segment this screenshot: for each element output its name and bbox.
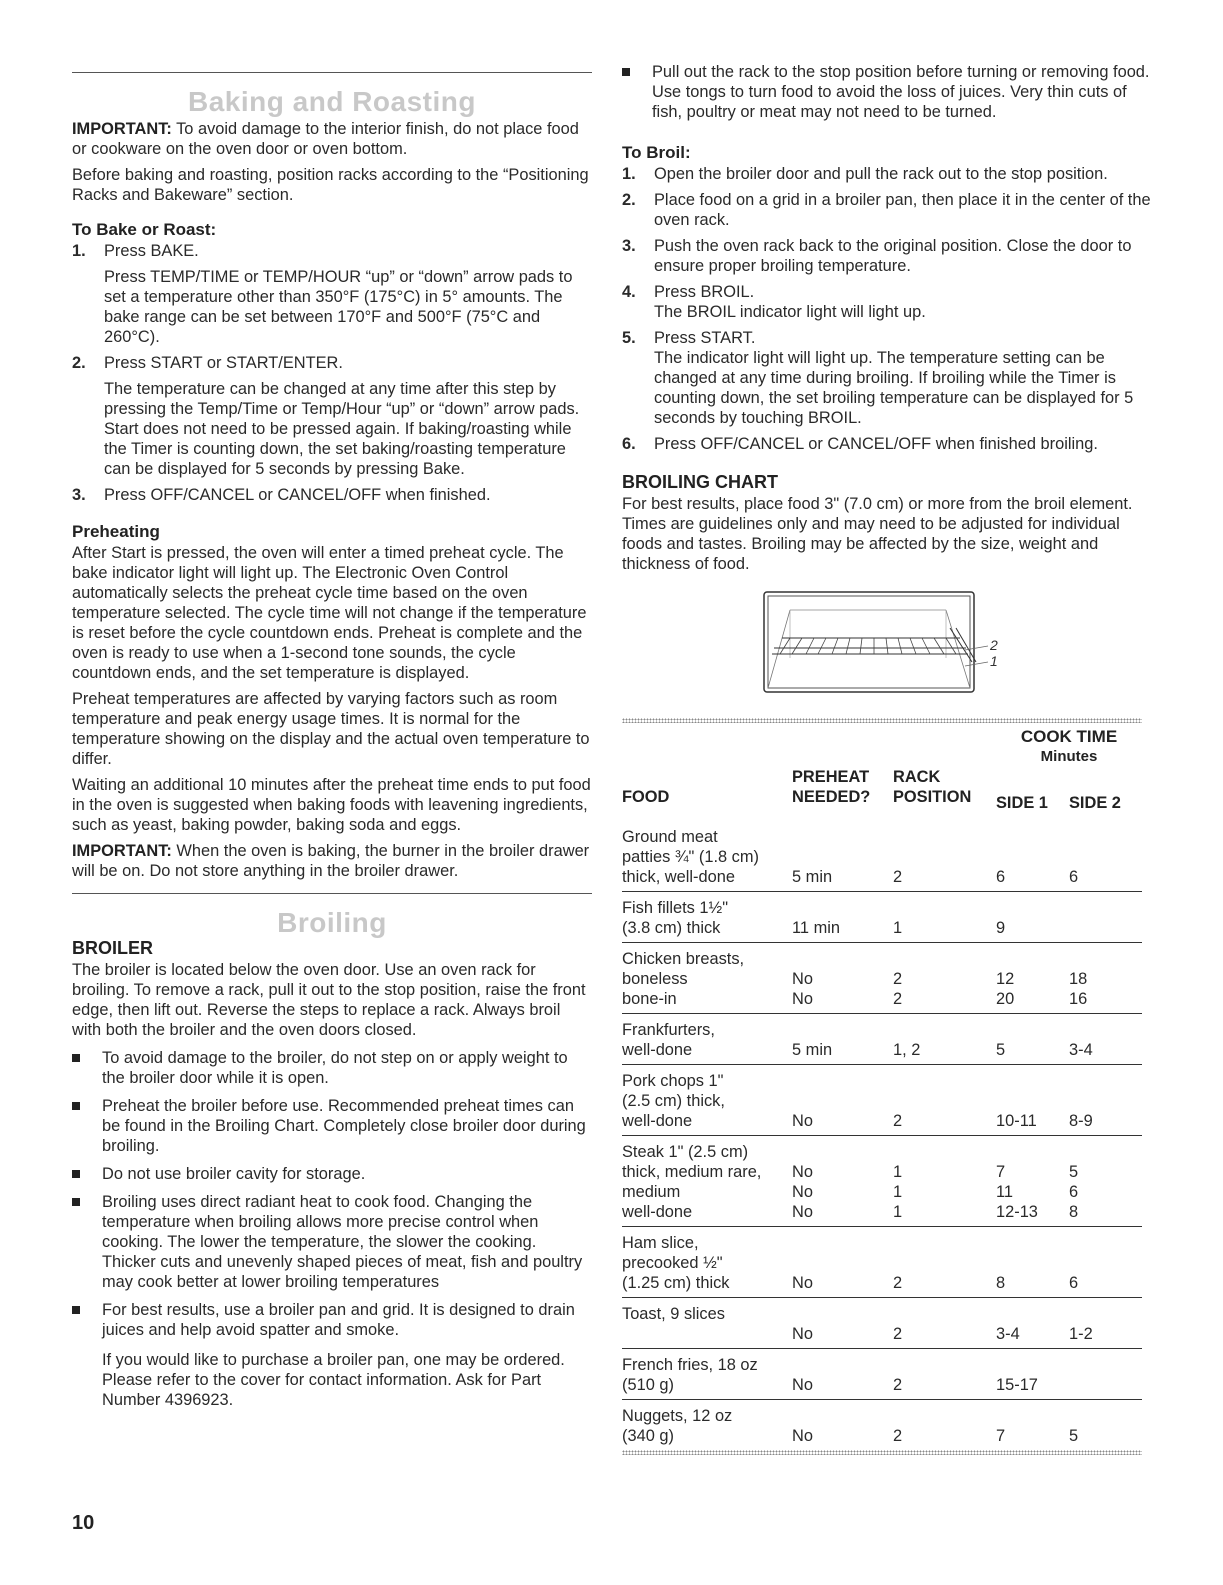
bullet-square-icon xyxy=(72,1198,80,1206)
preheat-cell xyxy=(792,1065,893,1136)
food-cell-line: well-done xyxy=(622,1203,693,1221)
food-cell xyxy=(622,1298,792,1349)
broiling-chart-heading: BROILING CHART xyxy=(622,472,778,492)
side1-cell xyxy=(996,1227,1069,1298)
rack-cell xyxy=(893,1349,996,1400)
broiler-pan-note: If you would like to purchase a broiler pan, one may be ordered. Please refer to the cover for contact information. Ask for Part Number 4396923. xyxy=(102,1351,565,1409)
food-cell-line: Steak 1" (2.5 cm) xyxy=(622,1143,749,1161)
food-cell-line: thick, well-done xyxy=(622,868,735,886)
side2-cell-line: 16 xyxy=(1069,990,1088,1008)
food-cell-line: French fries, 18 oz xyxy=(622,1356,758,1374)
bullet-text: Pull out the rack to the stop position before turning or removing food. Use tongs to turn food to avoid the loss of juices. Very thin cuts of fish, poultry or meat may not need to be turned. xyxy=(652,63,1150,121)
rack-cell-line: 2 xyxy=(893,868,903,886)
side2-cell-line: 6 xyxy=(1069,1183,1079,1201)
preheat-cell-line xyxy=(792,827,893,847)
side2-cell-line: 18 xyxy=(1069,970,1088,988)
side2-cell-line: 8 xyxy=(1069,1203,1079,1221)
food-cell-line: bone-in xyxy=(622,990,677,1008)
preheat-cell-line xyxy=(792,1020,893,1040)
side1-cell-line: 12 xyxy=(996,970,1015,988)
side2-cell-line xyxy=(1069,1406,1142,1426)
rack-cell-line xyxy=(893,1304,996,1324)
side2-cell-line xyxy=(1069,1304,1142,1324)
left-column xyxy=(72,0,592,1410)
preheat-cell-line: No xyxy=(792,1112,813,1130)
rack-cell xyxy=(893,1298,996,1349)
food-cell xyxy=(622,1227,792,1298)
side2-cell-line: 1-2 xyxy=(1069,1325,1093,1343)
preheat-cell-line xyxy=(792,949,893,969)
rack-cell-line xyxy=(893,1142,996,1162)
table-row xyxy=(622,1227,1142,1298)
step-detail: Press TEMP/TIME or TEMP/HOUR “up” or “down” arrow pads to set a temperature other than 350°F (175°C) in 5° amounts. The bake range can be set between 170°F and 500°F (75°C and 260°C). xyxy=(104,268,573,346)
rack-cell-line xyxy=(893,847,996,867)
rack-cell-line xyxy=(893,1355,996,1375)
side1-cell xyxy=(996,1136,1069,1227)
side2-cell-line xyxy=(1069,1233,1142,1253)
side2-cell xyxy=(1069,1298,1142,1349)
baking-section-title: Baking and Roasting xyxy=(188,86,476,117)
side1-cell xyxy=(996,1298,1069,1349)
broiling-section-title: Broiling xyxy=(277,907,387,938)
food-cell-line: thick, medium rare, xyxy=(622,1163,762,1181)
bullet-square-icon xyxy=(72,1170,80,1178)
side2-cell xyxy=(1069,1349,1142,1400)
side2-cell-line xyxy=(1069,827,1142,847)
rack-cell xyxy=(893,1227,996,1298)
step-detail: The BROIL indicator light will light up. xyxy=(654,303,926,321)
table-header-row xyxy=(622,767,1142,821)
side2-cell-line: 6 xyxy=(1069,868,1079,886)
bullet-item xyxy=(72,1164,592,1184)
side1-cell-line xyxy=(996,847,1069,867)
broil-heading: To Broil: xyxy=(622,143,691,162)
rack-position-label-upper: 2 xyxy=(990,637,998,653)
rack-cell xyxy=(893,892,996,943)
food-cell xyxy=(622,892,792,943)
side2-cell xyxy=(1069,1227,1142,1298)
preheating-paragraph: After Start is pressed, the oven will enter a timed preheat cycle. The bake indicator light will light up. The Electronic Oven Control automatically selects the preheat cycle time based on the oven temperature selected. The cycle time will not change if the temperature is reset before the cycle countdown ends. Preheat is complete and the oven is ready to use when a 1-second tone sounds, the cycle countdown ends, and the set temperature is displayed. xyxy=(72,544,587,682)
step-number: 4. xyxy=(622,283,636,301)
side1-cell-line: 6 xyxy=(996,868,1006,886)
preheat-header-line2: NEEDED? xyxy=(792,788,871,806)
side2-cell-line xyxy=(1069,918,1142,938)
side1-cell-line: 8 xyxy=(996,1274,1006,1292)
rack-cell-line: 2 xyxy=(893,1376,903,1394)
preheat-cell-line xyxy=(792,1142,893,1162)
bullet-text: Broiling uses direct radiant heat to cook food. Changing the temperature when broiling allows more precise control when cooking. The lower the temperature, the slower the cooking. Thicker cuts and unevenly shaped pieces of meat, fish and poultry may cook better at lower broiling temperatures xyxy=(102,1193,583,1291)
preheat-cell-line xyxy=(792,1355,893,1375)
side1-cell-line: 10-11 xyxy=(996,1112,1037,1130)
broiler-bullets xyxy=(72,1048,592,1410)
side1-cell-line xyxy=(996,1091,1069,1111)
table-row xyxy=(622,943,1142,1014)
side2-cell xyxy=(1069,943,1142,1014)
rack-cell-line xyxy=(893,1071,996,1091)
preheat-cell xyxy=(792,1227,893,1298)
rack-cell-line: 2 xyxy=(893,1325,903,1343)
step-detail: The temperature can be changed at any time after this step by pressing the Temp/Time or Temp/Hour “up” or “down” arrow pads. Start does not need to be pressed again. If baking/roasting while the Timer is counting down, the set baking/roasting temperature can be displayed for 5 seconds by pressing Bake. xyxy=(104,380,580,478)
side2-cell xyxy=(1069,892,1142,943)
step-text: Place food on a grid in a broiler pan, then place it in the center of the oven rack. xyxy=(654,191,1151,229)
side1-cell xyxy=(996,1014,1069,1065)
side1-cell-line: 7 xyxy=(996,1427,1006,1445)
rack-position-label-lower: 1 xyxy=(990,653,998,669)
side2-cell xyxy=(1069,1065,1142,1136)
bullet-text: To avoid damage to the broiler, do not step on or apply weight to the broiler door while it is open. xyxy=(102,1049,568,1087)
rack-cell xyxy=(893,821,996,892)
section-divider xyxy=(72,72,592,73)
side2-cell-line: 8-9 xyxy=(1069,1112,1093,1130)
step-text: Press BAKE. xyxy=(104,242,199,260)
preheat-cell-line: No xyxy=(792,970,813,988)
step-text: Press OFF/CANCEL or CANCEL/OFF when finished broiling. xyxy=(654,435,1098,453)
food-cell-line: Chicken breasts, xyxy=(622,950,745,968)
right-column xyxy=(622,0,1152,1455)
step-number: 2. xyxy=(622,191,636,209)
food-cell-line: medium xyxy=(622,1183,681,1201)
bullet-item xyxy=(72,1300,592,1410)
bullet-square-icon xyxy=(72,1054,80,1062)
preheat-cell-line: No xyxy=(792,1183,813,1201)
side2-cell-line xyxy=(1069,1071,1142,1091)
food-cell-line: boneless xyxy=(622,970,688,988)
table-row xyxy=(622,1400,1142,1451)
side1-cell xyxy=(996,892,1069,943)
preheat-cell-line xyxy=(792,1071,893,1091)
table-row xyxy=(622,821,1142,892)
preheat-cell-line: 5 min xyxy=(792,1041,833,1059)
rack-cell xyxy=(893,1014,996,1065)
side2-cell-line: 5 xyxy=(1069,1427,1079,1445)
rack-header-line2: POSITION xyxy=(893,788,972,806)
preheat-cell xyxy=(792,1014,893,1065)
preheat-cell-line xyxy=(792,1091,893,1111)
food-cell-line: (2.5 cm) thick, xyxy=(622,1092,725,1110)
side2-header: SIDE 2 xyxy=(1069,794,1121,812)
side1-cell-line: 3-4 xyxy=(996,1325,1020,1343)
step-text: Press START or START/ENTER. xyxy=(104,354,343,372)
step-number: 6. xyxy=(622,435,636,453)
preheat-header xyxy=(792,767,893,821)
side2-cell xyxy=(1069,1400,1142,1451)
side1-cell xyxy=(996,821,1069,892)
rack-cell-line: 1 xyxy=(893,1183,903,1201)
table-row xyxy=(622,1014,1142,1065)
rack-cell-line xyxy=(893,1020,996,1040)
food-cell xyxy=(622,1136,792,1227)
side2-cell-line xyxy=(1069,1142,1142,1162)
side1-cell-line xyxy=(996,827,1069,847)
side2-cell-line xyxy=(1069,1020,1142,1040)
broil-step xyxy=(622,190,1152,230)
food-cell-line: (3.8 cm) thick xyxy=(622,919,721,937)
baking-intro: Before baking and roasting, position racks according to the “Positioning Racks and Bakeware” section. xyxy=(72,166,589,204)
food-cell-line xyxy=(622,1324,792,1344)
rack-cell xyxy=(893,943,996,1014)
rack-cell-line: 2 xyxy=(893,970,903,988)
preheat-cell-line xyxy=(792,1233,893,1253)
preheat-cell xyxy=(792,1298,893,1349)
bullet-item xyxy=(622,62,1152,122)
side2-cell xyxy=(1069,821,1142,892)
bake-step xyxy=(72,485,592,505)
table-bottom-border xyxy=(622,1450,1142,1455)
side1-cell-line: 15-17 xyxy=(996,1376,1038,1394)
rack-cell-line: 2 xyxy=(893,990,903,1008)
food-cell-line: well-done xyxy=(622,1112,693,1130)
rack-cell xyxy=(893,1065,996,1136)
rack-header xyxy=(893,767,996,821)
bullet-square-icon xyxy=(72,1102,80,1110)
table-row xyxy=(622,1349,1142,1400)
broil-steps xyxy=(622,164,1152,454)
preheat-cell-line xyxy=(792,847,893,867)
side1-cell xyxy=(996,1349,1069,1400)
important-label: IMPORTANT: xyxy=(72,120,172,138)
side1-cell-line xyxy=(996,949,1069,969)
food-cell xyxy=(622,943,792,1014)
cook-time-header xyxy=(996,723,1142,767)
preheat-cell xyxy=(792,1136,893,1227)
preheat-header-line1: PREHEAT xyxy=(792,768,870,786)
broil-step xyxy=(622,328,1152,428)
step-number: 1. xyxy=(622,165,636,183)
food-cell xyxy=(622,1400,792,1451)
side2-cell-line xyxy=(1069,1253,1142,1273)
rack-cell-line xyxy=(893,898,996,918)
preheating-paragraph: Waiting an additional 10 minutes after the preheat time ends to put food in the oven is suggested when baking foods with leavening ingredients, such as yeast, baking powder, baking soda and eggs. xyxy=(72,776,591,834)
preheat-cell-line: No xyxy=(792,1163,813,1181)
side1-cell-line xyxy=(996,1020,1069,1040)
preheat-cell-line: 5 min xyxy=(792,868,833,886)
step-text: Open the broiler door and pull the rack out to the stop position. xyxy=(654,165,1108,183)
preheat-cell xyxy=(792,1400,893,1451)
preheat-cell-line: No xyxy=(792,1203,813,1221)
important-note xyxy=(72,119,592,159)
bullet-square-icon xyxy=(622,68,630,76)
side2-cell-line xyxy=(1069,949,1142,969)
oven-rack-figure xyxy=(622,588,1152,704)
side1-cell-line xyxy=(996,1406,1069,1426)
broil-step xyxy=(622,434,1152,454)
food-cell-line: Toast, 9 slices xyxy=(622,1305,725,1323)
rack-cell-line xyxy=(893,1253,996,1273)
side1-cell-line: 9 xyxy=(996,919,1006,937)
preheat-cell-line xyxy=(792,1253,893,1273)
table-row xyxy=(622,1298,1142,1349)
broiler-heading: BROILER xyxy=(72,938,153,958)
bullet-item xyxy=(72,1096,592,1156)
table-header-row xyxy=(622,723,1142,767)
preheat-cell-line: 11 min xyxy=(792,919,840,937)
side1-cell-line: 12-13 xyxy=(996,1203,1038,1221)
food-cell xyxy=(622,1349,792,1400)
table-row xyxy=(622,1136,1142,1227)
broil-step xyxy=(622,236,1152,276)
bake-step xyxy=(72,241,592,347)
food-cell-line: (510 g) xyxy=(622,1376,674,1394)
section-divider xyxy=(72,893,592,894)
side2-cell-line xyxy=(1069,1375,1142,1395)
rack-cell xyxy=(893,1400,996,1451)
food-cell xyxy=(622,821,792,892)
food-cell-line: Pork chops 1" xyxy=(622,1072,724,1090)
food-cell xyxy=(622,1065,792,1136)
rack-cell-line xyxy=(893,949,996,969)
rack-cell-line xyxy=(893,1406,996,1426)
food-cell xyxy=(622,1014,792,1065)
food-cell-line: Fish fillets 1½" xyxy=(622,899,729,917)
food-cell-line: precooked ½" xyxy=(622,1254,723,1272)
side1-cell-line xyxy=(996,1071,1069,1091)
step-number: 1. xyxy=(72,242,86,260)
rack-cell-line: 1 xyxy=(893,919,903,937)
preheat-cell-line: No xyxy=(792,1325,813,1343)
rack-cell-line: 2 xyxy=(893,1112,903,1130)
broiling-chart-table xyxy=(622,723,1142,1450)
broiling-chart-intro: For best results, place food 3" (7.0 cm) or more from the broil element. Times are guidelines only and may need to be adjusted for individual foods and tastes. Broiling may be affected by the size, weight and thickness of food. xyxy=(622,495,1133,573)
page-number: 10 xyxy=(72,1512,95,1534)
table-row xyxy=(622,892,1142,943)
rack-cell-line xyxy=(893,827,996,847)
rack-bullet xyxy=(622,62,1152,122)
preheating-heading: Preheating xyxy=(72,522,160,541)
broil-step xyxy=(622,282,1152,322)
bullet-text: Do not use broiler cavity for storage. xyxy=(102,1165,366,1183)
side2-cell-line: 5 xyxy=(1069,1163,1079,1181)
broiling-chart-body xyxy=(622,821,1142,1450)
preheat-cell xyxy=(792,943,893,1014)
side1-cell xyxy=(996,1400,1069,1451)
preheat-cell xyxy=(792,892,893,943)
food-cell-line: well-done xyxy=(622,1041,693,1059)
side1-header: SIDE 1 xyxy=(996,794,1048,812)
food-cell-line: (340 g) xyxy=(622,1427,674,1445)
food-cell-line: Ground meat xyxy=(622,828,718,846)
step-text: Press OFF/CANCEL or CANCEL/OFF when finished. xyxy=(104,486,491,504)
important-text: To avoid damage to the interior finish, do not place food or cookware on the oven door or oven bottom. xyxy=(72,120,579,158)
rack-cell-line xyxy=(893,1233,996,1253)
bake-step xyxy=(72,353,592,479)
preheat-cell-line xyxy=(792,1406,893,1426)
preheat-cell-line xyxy=(792,1304,893,1324)
step-text: Push the oven rack back to the original position. Close the door to ensure proper broiling temperature. xyxy=(654,237,1132,275)
food-cell-line: (1.25 cm) thick xyxy=(622,1274,730,1292)
table-row xyxy=(622,1065,1142,1136)
food-cell-line: Nuggets, 12 oz xyxy=(622,1407,733,1425)
important-text: When the oven is baking, the burner in the broiler drawer will be on. Do not store anything in the broiler drawer. xyxy=(72,842,590,880)
preheat-cell-line: No xyxy=(792,1376,813,1394)
step-detail: The indicator light will light up. The temperature setting can be changed at any time during broiling. If broiling while the Timer is counting down, the set broiling temperature can be displayed for 5 seconds by touching BROIL. xyxy=(654,349,1134,427)
side2-cell-line: 6 xyxy=(1069,1274,1079,1292)
rack-cell-line: 1 xyxy=(893,1203,903,1221)
side2-cell xyxy=(1069,1136,1142,1227)
important-note xyxy=(72,841,592,881)
side1-cell-line xyxy=(996,1142,1069,1162)
rack-cell xyxy=(893,1136,996,1227)
preheat-cell-line: No xyxy=(792,990,813,1008)
food-cell-line: patties ¾" (1.8 cm) xyxy=(622,848,759,866)
step-number: 5. xyxy=(622,329,636,347)
bullet-square-icon xyxy=(72,1306,80,1314)
side1-cell-line: 5 xyxy=(996,1041,1006,1059)
cook-time-label: COOK TIME xyxy=(1020,727,1118,746)
side2-cell-line: 3-4 xyxy=(1069,1041,1093,1059)
bullet-item xyxy=(72,1192,592,1292)
food-cell-line: Ham slice, xyxy=(622,1234,699,1252)
side2-cell xyxy=(1069,1014,1142,1065)
preheat-cell-line xyxy=(792,898,893,918)
side1-cell-line xyxy=(996,1253,1069,1273)
step-text: Press BROIL. xyxy=(654,283,755,301)
side2-cell-line xyxy=(1069,1355,1142,1375)
rack-cell-line: 2 xyxy=(893,1427,903,1445)
food-header: FOOD xyxy=(622,788,670,806)
side1-cell-line: 11 xyxy=(996,1183,1014,1201)
step-number: 3. xyxy=(622,237,636,255)
rack-cell-line: 2 xyxy=(893,1274,903,1292)
rack-cell-line xyxy=(893,1091,996,1111)
food-cell-line: Frankfurters, xyxy=(622,1021,715,1039)
side2-cell-line xyxy=(1069,1091,1142,1111)
important-label: IMPORTANT: xyxy=(72,842,172,860)
step-number: 3. xyxy=(72,486,86,504)
side2-cell-line xyxy=(1069,847,1142,867)
broiler-paragraph: The broiler is located below the oven door. Use an oven rack for broiling. To remove a rack, pull it out to the stop position, raise the front edge, then lift out. Reverse the steps to replace a rack. Always broil with both the broiler and the oven doors closed. xyxy=(72,961,586,1039)
rack-header-line1: RACK xyxy=(893,768,941,786)
rack-cell-line: 1, 2 xyxy=(893,1041,921,1059)
preheat-cell xyxy=(792,1349,893,1400)
bullet-item xyxy=(72,1048,592,1088)
oven-rack-illustration xyxy=(760,588,1020,700)
side1-cell-line xyxy=(996,1304,1069,1324)
preheating-paragraph: Preheat temperatures are affected by varying factors such as room temperature and peak energy usage times. It is normal for the temperature showing on the display and the actual oven temperature to differ. xyxy=(72,690,590,768)
side1-cell-line: 7 xyxy=(996,1163,1006,1181)
bake-steps xyxy=(72,241,592,505)
minutes-label: Minutes xyxy=(1040,748,1098,765)
side1-cell xyxy=(996,943,1069,1014)
side1-cell-line xyxy=(996,1355,1069,1375)
step-text: Press START. xyxy=(654,329,756,347)
side1-cell-line: 20 xyxy=(996,990,1015,1008)
preheat-cell-line: No xyxy=(792,1427,813,1445)
broil-step xyxy=(622,164,1152,184)
bullet-text: Preheat the broiler before use. Recommended preheat times can be found in the Broiling Chart. Completely close broiler door during broiling. xyxy=(102,1097,586,1155)
side1-cell xyxy=(996,1065,1069,1136)
bullet-text: For best results, use a broiler pan and grid. It is designed to drain juices and help avoid spatter and smoke. xyxy=(102,1301,575,1339)
bake-heading: To Bake or Roast: xyxy=(72,220,217,239)
step-number: 2. xyxy=(72,354,86,372)
preheat-cell-line: No xyxy=(792,1274,813,1292)
side1-cell-line xyxy=(996,1233,1069,1253)
rack-cell-line: 1 xyxy=(893,1163,903,1181)
side1-cell-line xyxy=(996,898,1069,918)
preheat-cell xyxy=(792,821,893,892)
side2-cell-line xyxy=(1069,898,1142,918)
